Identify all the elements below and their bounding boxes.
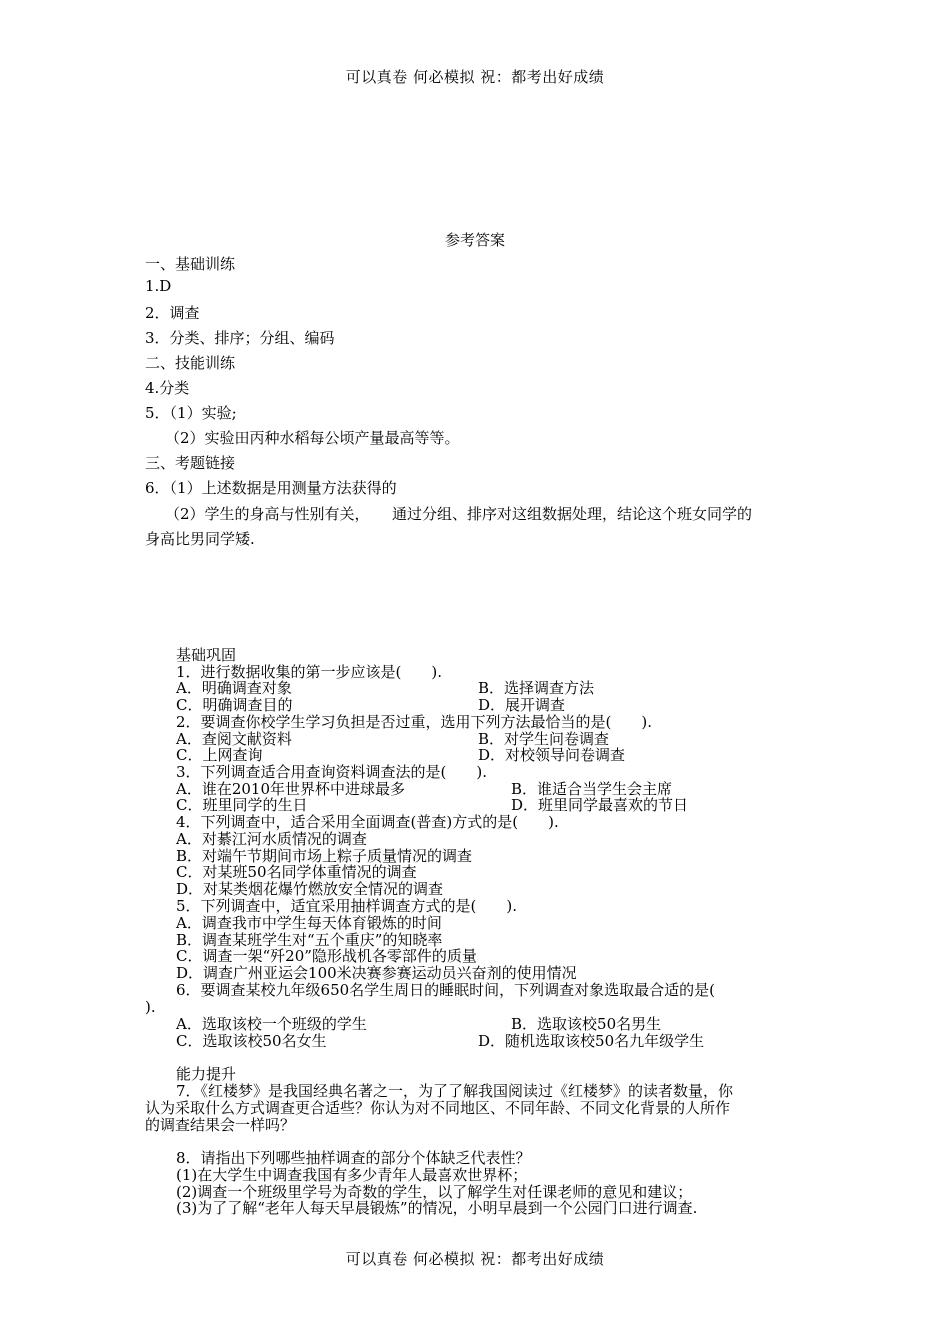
page-header: 可以真卷 何必模拟 祝：都考出好成绩 bbox=[345, 68, 605, 86]
question-6-line2: ). bbox=[145, 998, 156, 1016]
option-a: A．调查我市中学生每天体育锻炼的时间 bbox=[176, 914, 442, 932]
option-b: B．谁适合当学生会主席 bbox=[511, 780, 673, 798]
answer-6-2-line1: （2）学生的身高与性别有关， 通过分组、排序对这组数据处理，结论这个班女同学的 bbox=[165, 505, 753, 523]
question-7-line2: 认为采取什么方式调查更合适些？你认为对不同地区、不同年龄、不同文化背景的人所作 bbox=[145, 1099, 731, 1117]
option-c: C．班里同学的生日 bbox=[176, 796, 308, 814]
question-6-line1: 6．要调查某校九年级650名学生周日的睡眠时间，下列调查对象选取最合适的是( bbox=[176, 981, 716, 999]
option-a: A．谁在2010年世界杯中进球最多 bbox=[176, 780, 406, 798]
option-b: B．选择调查方法 bbox=[478, 679, 595, 697]
option-b: B．对学生问卷调查 bbox=[478, 730, 610, 748]
question-8-item-3: (3)为了了解“老年人每天早晨锻炼”的情况，小明早晨到一个公园门口进行调查. bbox=[176, 1199, 698, 1217]
answer-line: 3．分类、排序；分组、编码 bbox=[145, 329, 335, 347]
answer-line: 二、技能训练 bbox=[145, 354, 236, 372]
option-d: D．班里同学最喜欢的节日 bbox=[511, 796, 689, 814]
answer-line: 1.D bbox=[145, 277, 172, 295]
option-c: C．对某班50名同学体重情况的调查 bbox=[176, 863, 417, 881]
option-a: A．对綦江河水质情况的调查 bbox=[176, 830, 367, 848]
section-heading-basic: 基础巩固 bbox=[176, 646, 237, 664]
question-8: 8．请指出下列哪些抽样调查的部分个体缺乏代表性？ bbox=[176, 1149, 531, 1167]
question-7-line3: 的调查结果会一样吗？ bbox=[145, 1116, 296, 1134]
page-footer: 可以真卷 何必模拟 祝：都考出好成绩 bbox=[345, 1250, 605, 1268]
question-8-item-1: (1)在大学生中调查我国有多少青年人最喜欢世界杯； bbox=[176, 1166, 528, 1184]
option-b: B．对端午节期间市场上粽子质量情况的调查 bbox=[176, 847, 473, 865]
answer-line: 4.分类 bbox=[145, 379, 190, 397]
question-1: 1．进行数据收集的第一步应该是( ). bbox=[176, 663, 443, 681]
option-c: C．选取该校50名女生 bbox=[176, 1032, 327, 1050]
question-3: 3．下列调查适合用查询资料调查法的是( ). bbox=[176, 763, 488, 781]
option-c: C．上网查询 bbox=[176, 746, 263, 764]
answer-6-2-line2: 身高比男同学矮. bbox=[145, 530, 255, 548]
answer-line: 三、考题链接 bbox=[145, 454, 236, 472]
option-d: D．对某类烟花爆竹燃放安全情况的调查 bbox=[176, 880, 444, 898]
option-a: A．明确调查对象 bbox=[176, 679, 292, 697]
answer-line: 2．调查 bbox=[145, 304, 200, 322]
option-c: C．明确调查目的 bbox=[176, 696, 293, 714]
answer-line: （2）实验田丙种水稻每公顷产量最高等等。 bbox=[165, 429, 460, 447]
question-7-line1: 7．《红楼梦》是我国经典名著之一，为了了解我国阅读过《红楼梦》的读者数量，你 bbox=[176, 1082, 734, 1100]
option-a: A．选取该校一个班级的学生 bbox=[176, 1015, 367, 1033]
option-a: A．查阅文献资料 bbox=[176, 730, 292, 748]
section-heading-advanced: 能力提升 bbox=[176, 1065, 237, 1083]
option-d: D．调查广州亚运会100米决赛参赛运动员兴奋剂的使用情况 bbox=[176, 964, 577, 982]
answer-line: 一、基础训练 bbox=[145, 255, 236, 273]
option-d: D．对校领导问卷调查 bbox=[478, 746, 626, 764]
answers-title: 参考答案 bbox=[444, 231, 505, 249]
question-4: 4．下列调查中，适合采用全面调查(普查)方式的是( ). bbox=[176, 813, 559, 831]
option-c: C．调查一架“歼20”隐形战机各零部件的质量 bbox=[176, 947, 477, 965]
option-b: B．选取该校50名男生 bbox=[511, 1015, 662, 1033]
answer-line: 6．（1）上述数据是用测量方法获得的 bbox=[145, 479, 397, 497]
answer-line: 5．（1）实验; bbox=[145, 404, 237, 422]
option-d: D．展开调查 bbox=[478, 696, 566, 714]
option-d: D．随机选取该校50名九年级学生 bbox=[478, 1032, 705, 1050]
question-8-item-2: (2)调查一个班级里学号为奇数的学生，以了解学生对任课老师的意见和建议； bbox=[176, 1183, 693, 1201]
question-5: 5．下列调查中，适宜采用抽样调查方式的是( ). bbox=[176, 897, 518, 915]
question-2: 2．要调查你校学生学习负担是否过重，选用下列方法最恰当的是( ). bbox=[176, 713, 653, 731]
option-b: B．调查某班学生对“五个重庆”的知晓率 bbox=[176, 931, 443, 949]
